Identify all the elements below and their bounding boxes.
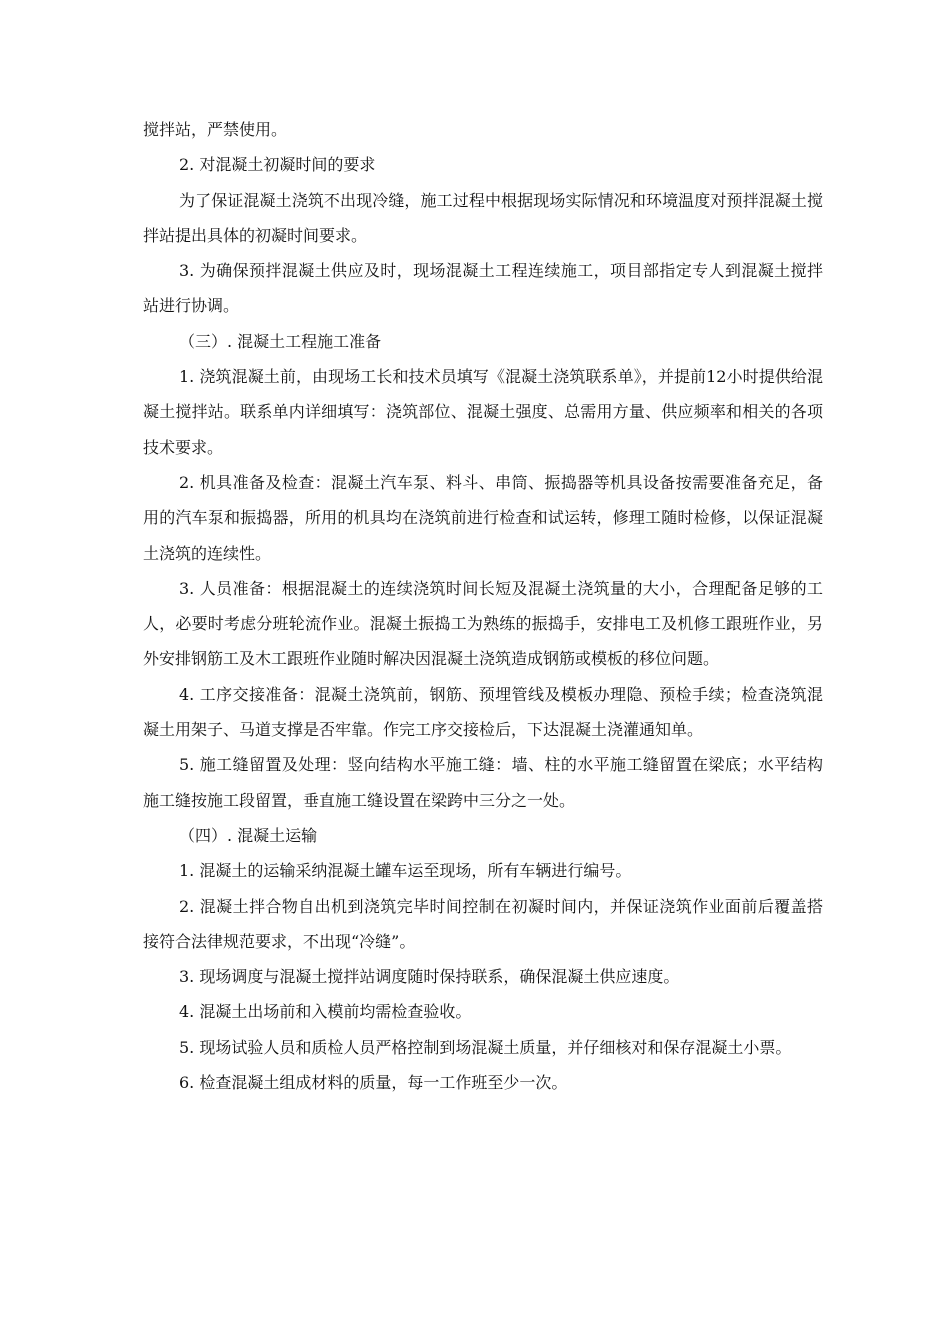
list-item-transport-trucks: 1. 混凝土的运输采纳混凝土罐车运至现场，所有车辆进行编号。 bbox=[179, 861, 632, 881]
document-body bbox=[143, 112, 823, 1100]
list-item-transport-time: 2. 混凝土拌合物自出机到浇筑完毕时间控制在初凝时间内，并保证浇筑作业面前后覆盖搭接符合法律规范要求，不出现“冷缝”。 bbox=[143, 896, 823, 951]
paragraph-continuation: 搅拌站，严禁使用。 bbox=[143, 120, 288, 139]
list-item-inspection: 4. 混凝土出场前和入模前均需检查验收。 bbox=[179, 1002, 472, 1022]
list-item-initial-set-time: 2. 对混凝土初凝时间的要求 bbox=[179, 155, 376, 175]
list-item-quality-control: 5. 现场试验人员和质检人员严格控制到场混凝土质量，并仔细核对和保存混凝土小票。 bbox=[179, 1037, 792, 1057]
list-item-material-check: 6. 检查混凝土组成材料的质量，每一工作班至少一次。 bbox=[179, 1073, 568, 1093]
list-item-pour-contact-form: 1. 浇筑混凝土前，由现场工长和技术员填写《混凝土浇筑联系单》，并提前12小时提供给混凝土搅拌站。联系单内详细填写：浇筑部位、混凝土强度、总需用方量、供应频率和相关的各项技术要求。 bbox=[143, 367, 823, 457]
paragraph-initial-set-detail: 为了保证混凝土浇筑不出现冷缝，施工过程中根据现场实际情况和环境温度对预拌混凝土搅拌站提出具体的初凝时间要求。 bbox=[143, 190, 823, 245]
list-item-dispatch-contact: 3. 现场调度与混凝土搅拌站调度随时保持联系，确保混凝土供应速度。 bbox=[179, 967, 680, 987]
list-item-construction-joint: 5. 施工缝留置及处理：竖向结构水平施工缝：墙、柱的水平施工缝留置在梁底；水平结构施工缝按施工段留置，垂直施工缝设置在梁跨中三分之一处。 bbox=[143, 755, 823, 810]
list-item-process-handover: 4. 工序交接准备：混凝土浇筑前，钢筋、预埋管线及模板办理隐、预检手续；检查浇筑混凝土用架子、马道支撑是否牢靠。作完工序交接检后，下达混凝土浇灌通知单。 bbox=[143, 684, 823, 740]
list-item-personnel: 3. 人员准备：根据混凝土的连续浇筑时间长短及混凝土浇筑量的大小，合理配备足够的工人，必要时考虑分班轮流作业。混凝土振捣工为熟练的振捣手，安排电工及机修工跟班作业，另外安排钢筋工及木工跟班作业随时解决因混凝土浇筑造成钢筋或模板的移位问题。 bbox=[143, 578, 823, 669]
section-heading-transport: （四）. 混凝土运输 bbox=[179, 825, 318, 845]
list-item-supply-coordination: 3. 为确保预拌混凝土供应及时，现场混凝土工程连续施工，项目部指定专人到混凝土搅拌站进行协调。 bbox=[143, 261, 823, 316]
section-heading-preparation: （三）. 混凝土工程施工准备 bbox=[179, 331, 382, 351]
list-item-equipment-check: 2. 机具准备及检查：混凝土汽车泵、料斗、串筒、振捣器等机具设备按需要准备充足，备用的汽车泵和振捣器，所用的机具均在浇筑前进行检查和试运转，修理工随时检修，以保证混凝土浇筑的连续性。 bbox=[143, 472, 823, 563]
